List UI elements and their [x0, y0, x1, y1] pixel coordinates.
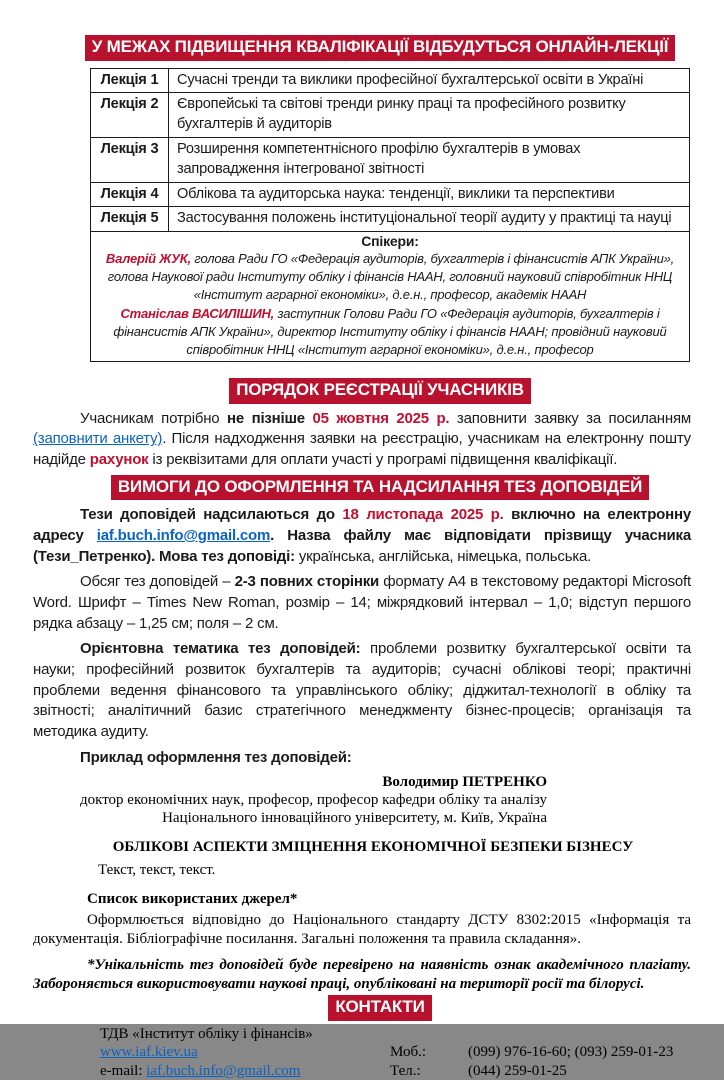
lecture-row — [91, 137, 690, 182]
contacts-section-banner: КОНТАКТИ — [328, 995, 431, 1021]
example-thesis-title: ОБЛІКОВІ АСПЕКТИ ЗМІЦНЕННЯ ЕКОНОМІЧНОЇ БЕЗПЕКИ БІЗНЕСУ — [112, 839, 634, 856]
registration-section-banner: ПОРЯДОК РЕЄСТРАЦІЇ УЧАСНИКІВ — [229, 378, 531, 404]
text-segment: із реквізитами для оплати участі у програмі підвищення кваліфікації. — [148, 451, 618, 469]
speaker-description: голова Ради ГО «Федерація аудиторів, бухгалтерів і фінансистів АПК України», голова Наукової ради Інституту обліку і фінансів НААН, головний науковий співробітник ННЦ «Інститут аграрної економіки», д.е.н., професор, академік НААН — [107, 251, 675, 303]
lecture-label: Лекція 2 — [91, 92, 169, 137]
text-segment: проблеми розвитку бухгалтерської освіти та науки; професійний розвиток бухгалтерів та аудиторів; сучасні облікові теорі; практичні проблеми ведення фінансового та управлінського обліку; діджитал-технології в обліку та звітності; аналітичний базис стратегічного менеджменту бізнес-процесів; організація та методика аудиту. — [33, 640, 691, 741]
lecture-label: Лекція 3 — [91, 137, 169, 182]
email-label: e-mail: — [100, 1062, 147, 1079]
text-segment: Орієнтовна тематика тез доповідей: — [80, 640, 361, 658]
thesis-format-paragraph — [33, 572, 691, 634]
text-segment: 05 жовтня 2025 р. — [312, 409, 450, 427]
lecture-topic: Облікова та аудиторська наука: тенденції, виклики та перспективи — [169, 182, 690, 206]
example-thesis-body: Текст, текст, текст. — [98, 862, 216, 879]
thesis-submission-paragraph — [33, 505, 691, 567]
text-segment: 18 листопада 2025 р. — [342, 506, 504, 524]
text-segment: заповнити заявку за посиланням — [449, 409, 691, 427]
example-sources-text: Оформлюється відповідно до Національного стандарту ДСТУ 8302:2015 «Інформація та документація. Бібліографічне посилання. Загальні положення та правила складання». — [33, 912, 691, 948]
text-segment: рахунок — [89, 451, 149, 469]
text-segment: Обсяг тез доповідей – — [80, 573, 235, 591]
speaker-name: Валерій ЖУК, — [105, 251, 191, 266]
thesis-email-link[interactable]: iaf.buch.info@gmail.com — [96, 526, 271, 544]
lectures-section-banner: У МЕЖАХ ПІДВИЩЕННЯ КВАЛІФІКАЦІЇ ВІДБУДУТЬСЯ ОНЛАЙН-ЛЕКЦІЇ — [85, 35, 675, 61]
text-segment: . Назва файлу має відповідати прізвищу учасника (Тези_Петренко). Мова тез доповіді: — [33, 526, 691, 565]
lecture-topic: Застосування положень інституціональної теорії аудиту у практиці та науці — [169, 207, 690, 231]
lecture-row — [91, 68, 690, 92]
example-author-block — [33, 773, 547, 828]
text-segment: українська, англійська, німецька, польська. — [294, 547, 592, 565]
speaker-entry — [99, 305, 681, 360]
registration-form-link[interactable]: (заповнити анкету) — [33, 430, 163, 448]
thesis-section-banner: ВИМОГИ ДО ОФОРМЛЕННЯ ТА НАДСИЛАННЯ ТЕЗ ДОПОВІДЕЙ — [111, 475, 649, 501]
organization-name: ТДВ «Інститут обліку і фінансів» — [100, 1025, 313, 1042]
text-segment: . Після надходження заявки на реєстрацію, учасникам на електронну пошту надійде — [33, 430, 691, 469]
contacts-block — [100, 1025, 691, 1080]
speakers-title: Спікери: — [361, 232, 419, 249]
lecture-topic: Розширення компетентнісного профілю бухгалтерів в умовах запровадження інтегрованої звітності — [169, 137, 690, 182]
lecture-label: Лекція 4 — [91, 182, 169, 206]
mobile-label: Моб.: — [390, 1044, 427, 1061]
example-author-affiliation: Національного інноваційного університету, м. Київ, Україна — [162, 810, 547, 827]
text-segment: не пізніше — [227, 409, 313, 427]
plagiarism-note: *Унікальність тез доповідей буде перевірено на наявність ознак академічного плагіату. Забороняється використовувати наукові праці, опубліковані на території росії та білорусі. — [33, 956, 691, 992]
telephone-number: (044) 259-01-25 — [468, 1062, 567, 1079]
text-segment: Учасникам потрібно — [80, 409, 228, 427]
lecture-row — [91, 182, 690, 206]
example-author-degree: доктор економічних наук, професор, професор кафедри обліку та аналізу — [79, 791, 547, 808]
text-segment: 2-3 повних сторінки — [234, 573, 380, 591]
registration-paragraph — [33, 409, 691, 471]
email-cell — [100, 1062, 390, 1080]
text-segment: формату А4 в текстовому редакторі Microsoft Word. Шрифт – Times New Roman, розмір – 14; міжрядковий інтервал – 1,0; відступ першого рядка абзацу – 1,25 см; поля – 2 см. — [33, 573, 691, 632]
website-link[interactable]: www.iaf.kiev.ua — [100, 1044, 198, 1061]
thesis-topics-paragraph — [33, 639, 691, 742]
example-sources-heading: Список використаних джерел* — [87, 891, 298, 908]
thesis-example-heading — [33, 748, 691, 769]
thesis-banner-row — [33, 475, 691, 501]
speaker-description: заступник Голови Ради ГО «Федерація аудиторів, бухгалтерів і фінансистів АПК України», директор Інституту обліку і фінансів НААН; провідний науковий співробітник ННЦ «Інститут аграрної економіки», д.е.н., професор — [113, 305, 667, 357]
speaker-name: Станіслав ВАСИЛІШИН, — [120, 305, 275, 321]
speakers-list — [99, 250, 681, 359]
registration-banner-row — [33, 378, 691, 404]
lecture-label: Лекція 5 — [91, 207, 169, 231]
example-author-name: Володимир ПЕТРЕНКО — [382, 773, 547, 790]
speaker-entry — [99, 250, 681, 305]
lecture-topic: Європейські та світові тренди ринку праці та професійного розвитку бухгалтерів й аудиторів — [169, 92, 690, 137]
contacts-banner-row — [33, 995, 691, 1021]
lecture-row — [91, 92, 690, 137]
website-cell — [100, 1043, 390, 1061]
lecture-label: Лекція 1 — [91, 68, 169, 92]
speakers-row — [91, 231, 690, 362]
lecture-row — [91, 207, 690, 231]
lecture-topic: Сучасні тренди та виклики професійної бухгалтерської освіти в Україні — [169, 68, 690, 92]
text-segment: Тези доповідей надсилаються до — [80, 506, 343, 524]
text-segment: включно на електронну адресу — [33, 506, 691, 544]
speakers-cell — [91, 231, 690, 362]
lectures-table — [90, 68, 690, 363]
mobile-numbers: (099) 976-16-60; (093) 259-01-23 — [468, 1044, 674, 1061]
telephone-label: Тел.: — [390, 1062, 421, 1079]
lectures-banner-row — [33, 35, 691, 61]
email-link[interactable]: iaf.buch.info@gmail.com — [146, 1062, 301, 1079]
text-segment: Приклад оформлення тез доповідей: — [80, 748, 352, 766]
